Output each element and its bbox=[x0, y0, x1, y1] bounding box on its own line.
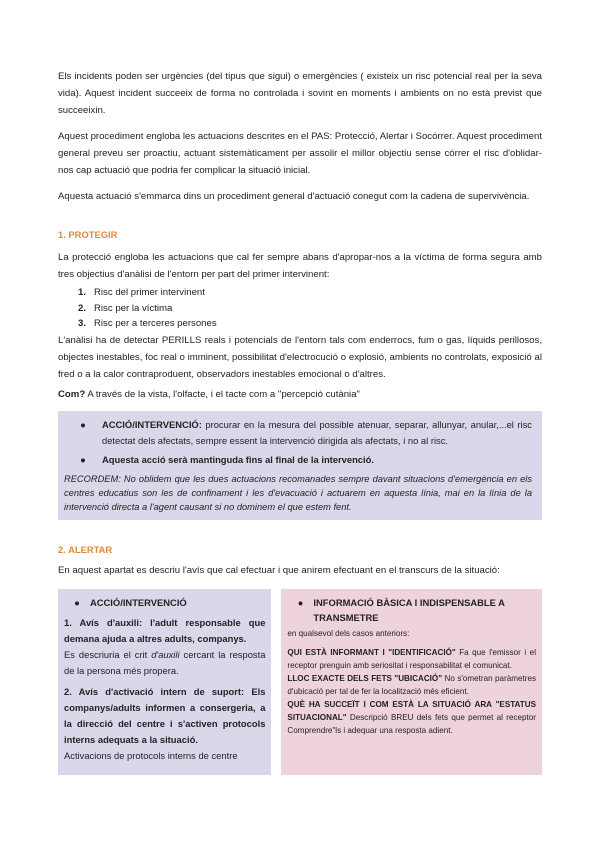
action-column bbox=[58, 589, 271, 775]
bullet-icon: ● bbox=[74, 596, 80, 608]
protegir-action-box bbox=[58, 411, 542, 520]
com-text: A través de la vista, l'olfacte, i el tacte com a "percepció cutània" bbox=[85, 388, 360, 400]
info-column bbox=[281, 589, 542, 775]
section-title-protegir: 1. PROTEGIR bbox=[58, 229, 118, 240]
action-bullet: ● ACCIÓ/INTERVENCIÓ: procurar en la mesura del possible atenuar, separar, allunyar, anular,...el risc detectat dels afectats, sempre essent la intervenció dirigida als afectats, i no al risc. bbox=[64, 417, 532, 449]
identificacio-item: QUI ESTÀ INFORMANT I "IDENTIFICACIÓ" Fa que l'emissor i el receptor prenguin amb seriositat i responsabilitat el comunicat. bbox=[287, 647, 536, 670]
auxili-item: 1. Avís d'auxili: l'adult responsable que demana ajuda a altres adults, companys. Es descriuria el crit d'auxili cercant la resposta de la persona més propera. bbox=[64, 616, 266, 676]
intro-paragraph-2: Aquest procediment engloba les actuacions descrites en el PAS: Protecció, Alertar i Socórrer. Aquest procediment general preveu ser proactiu, actuant sistemàticament per assolir el millor objectiu sense córrer el risc d'oblidar-nos cap actuació que podria fer complicar la situació inicial. bbox=[58, 131, 542, 176]
info-heading: ● INFORMACIÓ BÀSICA I INDISPENSABLE A TRANSMETRE bbox=[287, 595, 536, 625]
activation-item: 2. Avís d'activació intern de suport: Els companys/adults informen a consergeria, a la direcció del centre i s'activen protocols interns adequats a la situació. Activacions de protocols interns de centre bbox=[64, 685, 266, 761]
alertar-columns bbox=[58, 589, 542, 775]
alertar-intro: En aquest apartat es descriu l'avís que cal efectuar i que anirem efectuant en el transcurs de la situació: bbox=[58, 564, 500, 576]
risk-list bbox=[58, 285, 542, 332]
bullet-icon: ● bbox=[80, 418, 86, 430]
bullet-icon: ● bbox=[80, 453, 86, 465]
com-line bbox=[58, 386, 542, 403]
protegir-intro: La protecció engloba les actuacions que cal fer sempre abans d'apropar-nos a la víctima de forma segura amb tres objectius d'anàlisi de l'entorn per part del primer intervinent: bbox=[58, 252, 542, 280]
com-label: Com? bbox=[58, 388, 86, 400]
intro-paragraph-1: Els incidents poden ser urgències (del tipus que sigui) o emergències ( existeix un risc potencial real per la seva vida). Aquest incident succeeix de forma no controlada i sovint en moments i ambients on no està previst que succeeixin. bbox=[58, 71, 542, 116]
bullet-icon: ● bbox=[297, 596, 304, 608]
list-item: 3. Risc per a terceres persones bbox=[77, 318, 217, 329]
maintained-bullet: ● Aquesta acció serà mantinguda fins al final de la intervenció. bbox=[64, 452, 532, 468]
list-item: 2. Risc per la víctima bbox=[77, 302, 173, 314]
estatus-item: QUÈ HA SUCCEÏT I COM ESTÀ LA SITUACIÓ ARA "ESTATUS SITUACIONAL" Descripció BREU dels fets que permet al receptor Comprendre"ls i adequar una resposta adient. bbox=[287, 699, 536, 735]
action-heading: ● ACCIÓ/INTERVENCIÓ bbox=[64, 595, 265, 610]
recordem-note: RECORDEM: No oblidem que les dues actuacions recomanades sempre davant situacions d'emergència en els centres educatius son les de confinament i les d'evacuació i actuarem en aquesta línia, mai en la línia de la intervenció directa a l'agent causant si no dominem el que estem fent. bbox=[64, 473, 532, 512]
section-title-alertar: 2. ALERTAR bbox=[58, 543, 113, 555]
ubicacio-item: LLOC EXACTE DELS FETS "UBICACIÓ" No s'ometran paràmetres d'ubicació per tal de fer la localització més eficient. bbox=[287, 673, 536, 696]
intro-paragraph-3: Aquesta actuació s'emmarca dins un procediment general d'actuació conegut com la cadena de supervivència. bbox=[58, 191, 530, 202]
document-page bbox=[58, 68, 542, 775]
list-item: 1. Risc del primer intervinent bbox=[77, 287, 205, 298]
protegir-analysis: L'anàlisi ha de detectar PERILLS reals i potencials de l'entorn tals com enderrocs, fum o gas, líquids perillosos, objectes inestables, foc real o imminent, possibilitat d'electrocució o explosió, ambients no controlats, exposició al fred o a la calor contraproduent, observadors inestables emocional o d'altres. bbox=[58, 334, 542, 380]
info-subheading: en qualsevol dels casos anteriors: bbox=[287, 628, 410, 638]
